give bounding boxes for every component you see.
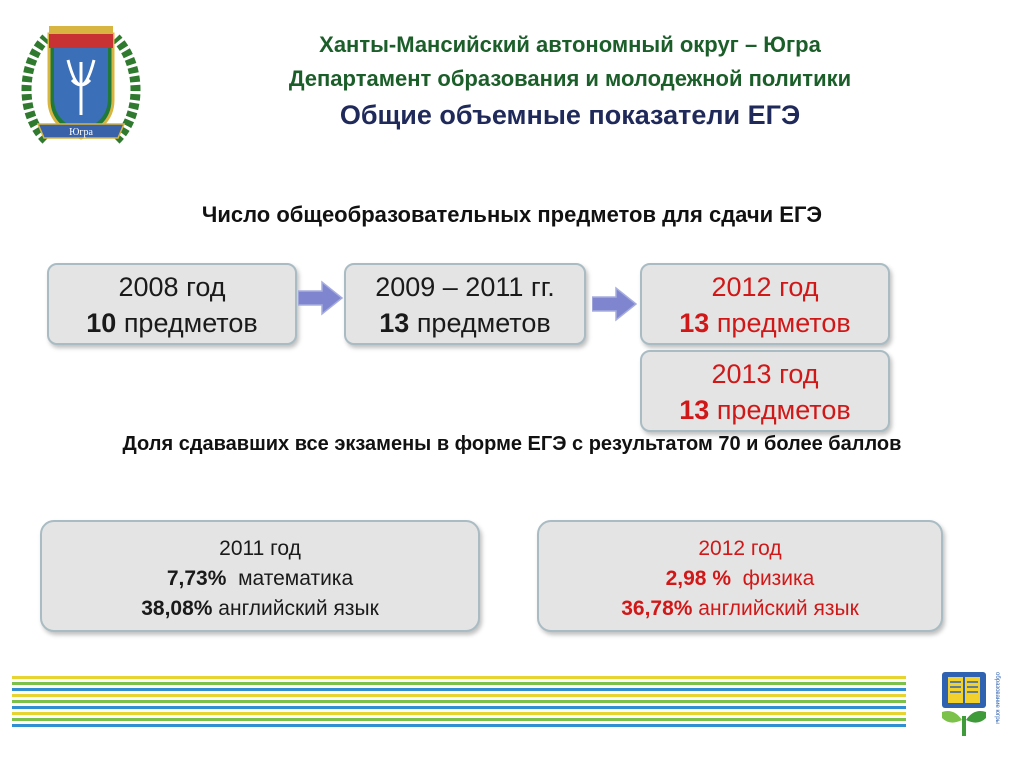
results-2012-row: 2,98 % физика <box>665 567 815 590</box>
arrow-right-icon <box>592 286 638 322</box>
page-title: Общие объемные показатели ЕГЭ <box>339 100 801 130</box>
education-ugra-logo <box>940 670 1006 738</box>
box-2013 <box>640 350 890 432</box>
subjects-heading: Число общеобразовательных предметов для сдачи ЕГЭ <box>201 202 823 227</box>
ribbon-text: Югра <box>69 127 93 138</box>
results-2011-year: 2011 год <box>219 537 301 560</box>
box-2008 <box>47 263 297 345</box>
results-2011-row: 7,73% математика <box>166 567 354 590</box>
logo-caption: образование югры <box>994 672 1000 724</box>
box-2008-year: 2008 год <box>118 272 226 302</box>
box-2013-count-line: 13 предметов <box>679 395 851 425</box>
box-2012 <box>640 263 890 345</box>
results-2011-row: 38,08% английский язык <box>141 597 379 620</box>
results-2012-year: 2012 год <box>698 537 782 560</box>
box-2008-count-line: 10 предметов <box>86 308 258 338</box>
department-name: Департамент образования и молодежной политики <box>288 66 852 91</box>
results-2012-row: 36,78% английский язык <box>621 597 859 620</box>
region-name: Ханты-Мансийский автономный округ – Югра <box>319 32 821 57</box>
coat-of-arms-emblem <box>16 20 146 156</box>
arrow-right-icon <box>298 280 344 316</box>
box-2009-2011 <box>344 263 586 345</box>
box-2009-2011-count-line: 13 предметов <box>379 308 551 338</box>
results-2012-box <box>537 520 943 632</box>
box-2009-2011-year: 2009 – 2011 гг. <box>375 272 555 302</box>
results-heading: Доля сдававших все экзамены в форме ЕГЭ с результатом 70 и более баллов <box>122 433 902 455</box>
box-2013-year: 2013 год <box>711 359 819 389</box>
box-2012-count-line: 13 предметов <box>679 308 851 338</box>
results-2011-box <box>40 520 480 632</box>
box-2012-year: 2012 год <box>711 272 819 302</box>
